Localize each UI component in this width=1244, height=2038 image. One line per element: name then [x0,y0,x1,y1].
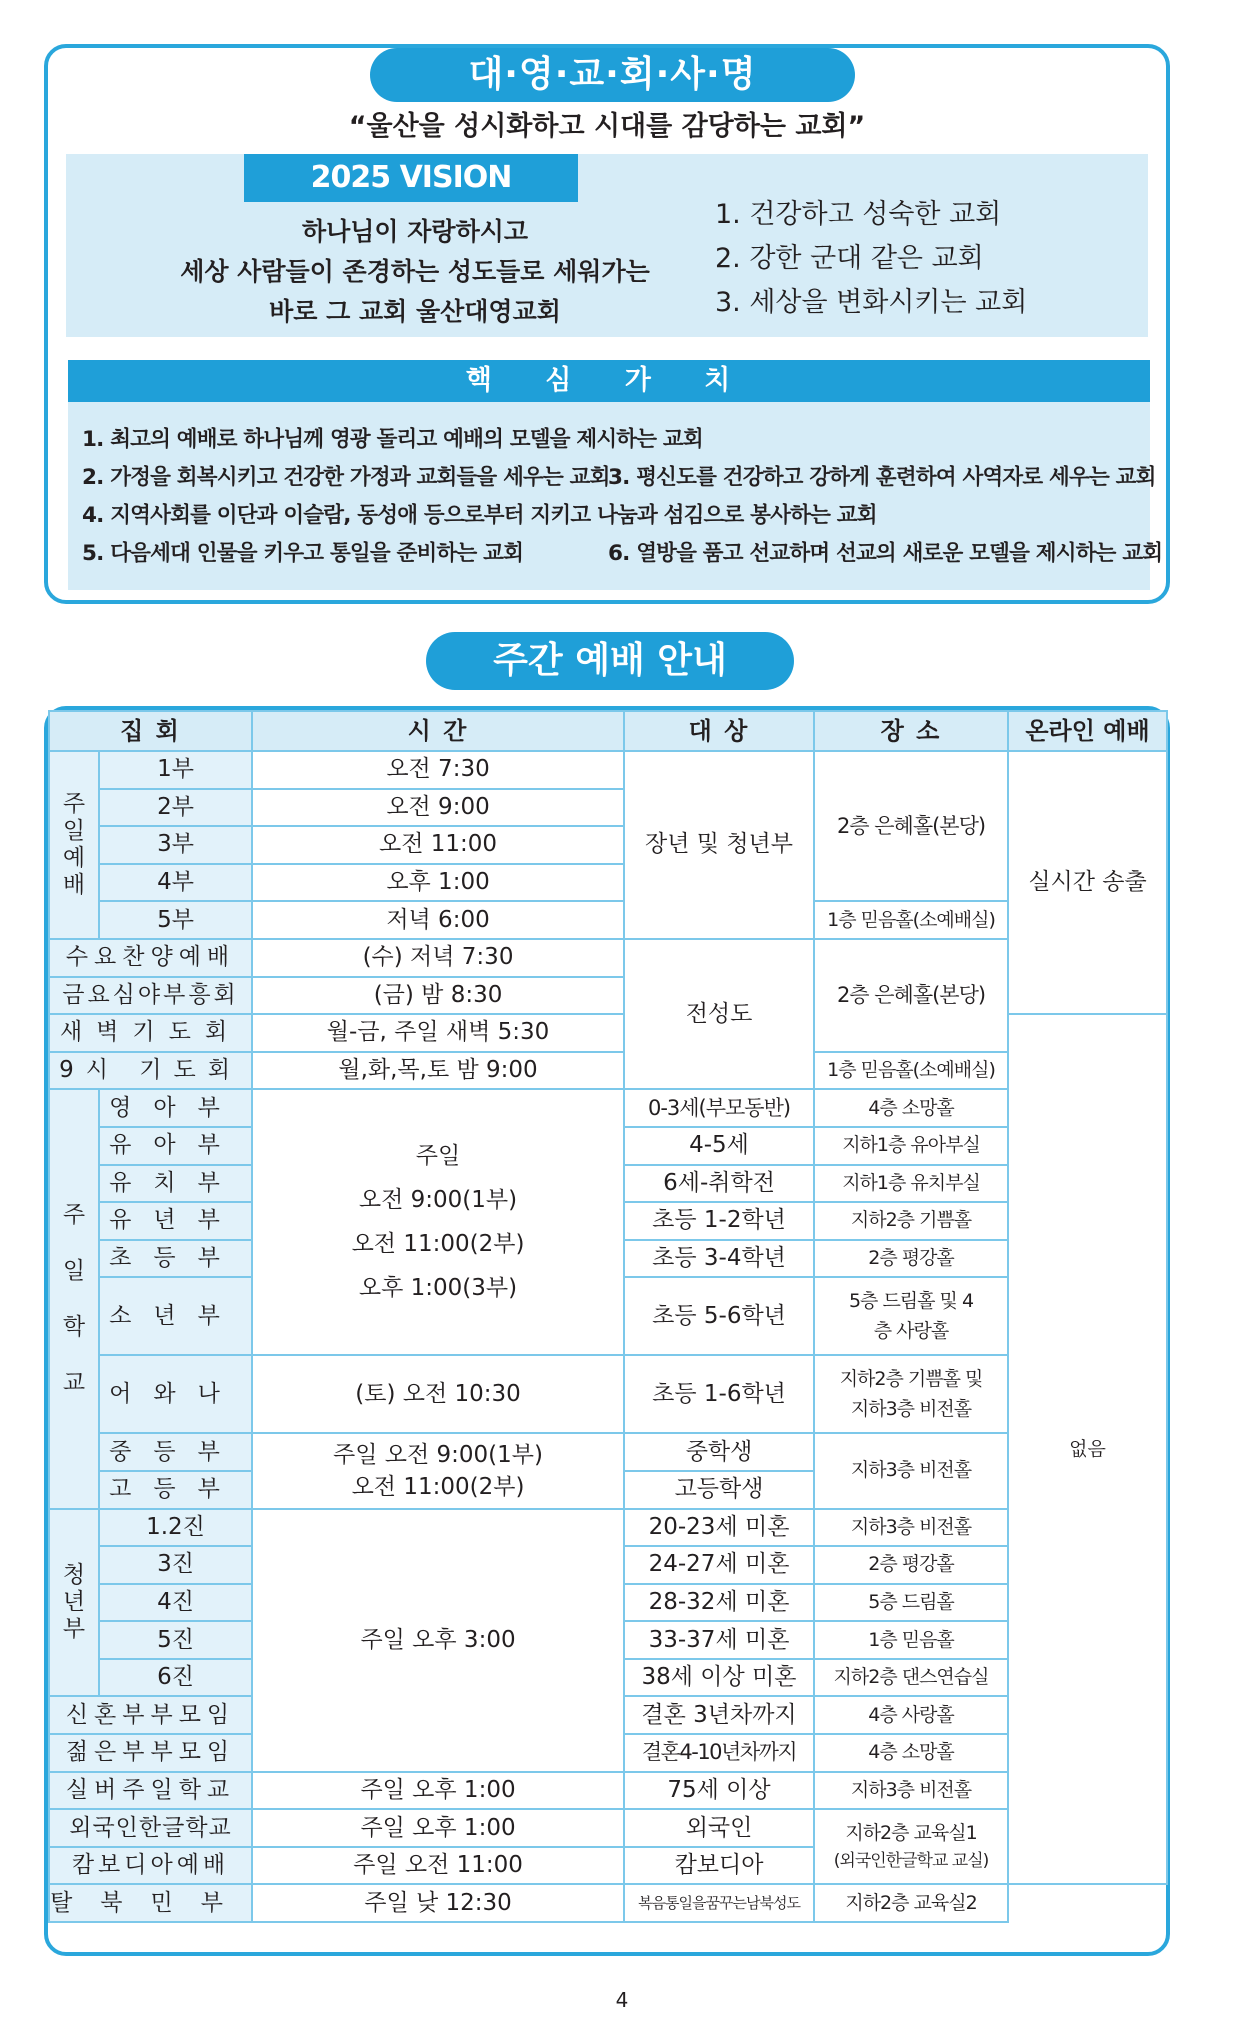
dept-target: 0-3세(부모동반) [624,1089,814,1127]
gathering-place: 지하3층 비전홀 [814,1772,1008,1810]
dept-name: 유치부 [99,1165,252,1203]
header-time: 시 간 [252,711,624,751]
table-row [49,1884,1167,1922]
dept-target: 4-5세 [624,1127,814,1165]
dept-place: 지하2층 기쁨홀 및 지하3층 비전홀 [814,1355,1008,1433]
table-row [49,901,1167,939]
table-row [49,1809,1167,1847]
dept-name: 중등부 [99,1433,252,1471]
core-values-title: 핵 심 가 치 [68,360,1150,402]
online-live: 실시간 송출 [1008,751,1167,1014]
group-sunday-school: 주 일 학 교 [49,1089,99,1508]
gathering-target: 외국인 [624,1809,814,1847]
youth-name: 5진 [99,1621,252,1659]
service-time: 저녁 6:00 [252,901,624,939]
gathering-time: 주일 오후 1:00 [252,1809,624,1847]
gathering-time: (수) 저녁 7:30 [252,939,624,977]
youth-name: 3진 [99,1546,252,1584]
sunday-place-main: 2층 은혜홀(본당) [814,751,1008,901]
school-time-line: 오전 11:00(2부) [351,1231,525,1258]
gathering-name: 캄보디아예배 [49,1847,252,1885]
vision-label: 2025 VISION [244,154,578,202]
school-time-line: 오전 9:00(1부) [358,1187,518,1214]
table-row [49,1355,1167,1433]
service-time: 오전 9:00 [252,789,624,827]
youth-place: 1층 믿음홀 [814,1621,1008,1659]
weekday-place-main: 2층 은혜홀(본당) [814,939,1008,1052]
dept-target: 중학생 [624,1433,814,1471]
youth-place: 지하2층 댄스연습실 [814,1659,1008,1697]
header-place: 장 소 [814,711,1008,751]
youth-place: 지하3층 비전홀 [814,1509,1008,1547]
vision-goals [715,193,1027,325]
dept-name: 유년부 [99,1202,252,1240]
dept-place: 지하2층 기쁨홀 [814,1202,1008,1240]
youth-target: 28-32세 미혼 [624,1584,814,1622]
gathering-time: 월-금, 주일 새벽 5:30 [252,1014,624,1052]
dept-target: 고등학생 [624,1471,814,1509]
online-none: 없음 [1008,1014,1167,1884]
gathering-time: 월,화,목,토 밤 9:00 [252,1052,624,1090]
dept-name: 소년부 [99,1277,252,1355]
gathering-name: 새벽기도회 [49,1014,252,1052]
church-motto: “울산을 성시화하고 시대를 감당하는 교회” [348,111,866,142]
dept-name: 고등부 [99,1471,252,1509]
gathering-target: 75세 이상 [624,1772,814,1810]
gathering-time: 주일 오후 1:00 [252,1772,624,1810]
dept-place: 지하1층 유아부실 [814,1127,1008,1165]
weekday-target: 전성도 [624,939,814,1089]
core-value: 4. 지역사회를 이단과 이슬람, 동성애 등으로부터 지키고 나눔과 섬김으로 봉사하는 교회 [82,503,877,528]
header-target: 대 상 [624,711,814,751]
foreign-place-line: (외국인한글학교 교실) [833,1850,989,1871]
service-name: 4부 [99,864,252,902]
youth-place: 4층 사랑홀 [814,1696,1008,1734]
goal-item: 2. 강한 군대 같은 교회 [715,243,984,274]
youth-name: 4진 [99,1584,252,1622]
sunday-place-5: 1층 믿음홀(소예배실) [814,901,1008,939]
dept-place: 4층 소망홀 [814,1089,1008,1127]
table-row [49,1433,1167,1471]
vision-statement [150,212,680,332]
service-name: 2부 [99,789,252,827]
core-value: 1. 최고의 예배로 하나님께 영광 돌리고 예배의 모델을 제시하는 교회 [82,427,703,452]
goal-item: 3. 세상을 변화시키는 교회 [715,287,1028,318]
worship-schedule-table [48,710,1168,1923]
page-number: 4 [615,1988,629,2012]
dept-target: 6세-취학전 [624,1165,814,1203]
group-sunday-worship: 주 일 예 배 [49,751,99,939]
service-name: 1부 [99,751,252,789]
gathering-name: 9시 기도회 [49,1052,252,1090]
gathering-target: 복음통일을꿈꾸는남북성도 [624,1884,814,1922]
dept-target: 초등 1-6학년 [624,1355,814,1433]
core-value: 3. 평신도를 건강하고 강하게 훈련하여 사역자로 세우는 교회 [608,465,1156,490]
dept-place: 2층 평강홀 [814,1240,1008,1278]
youth-name: 6진 [99,1659,252,1697]
school-time-line: 오후 1:00(3부) [358,1275,518,1302]
group-youth: 청 년 부 [49,1509,99,1697]
service-time: 오전 7:30 [252,751,624,789]
vision-line: 바로 그 교회 울산대영교회 [269,297,561,326]
table-row [49,1089,1167,1127]
youth-target: 38세 이상 미혼 [624,1659,814,1697]
dept-place: 지하1층 유치부실 [814,1165,1008,1203]
gathering-name: 실버주일학교 [49,1772,252,1810]
school-time-line: 주일 [415,1143,461,1170]
youth-name: 젊은부부모임 [49,1734,252,1772]
foreign-place [814,1809,1008,1884]
vision-line: 세상 사람들이 존경하는 성도들로 세워가는 [180,257,650,286]
dept-name: 영아부 [99,1089,252,1127]
youth-place: 2층 평강홀 [814,1546,1008,1584]
sunday-target: 장년 및 청년부 [624,751,814,939]
table-row [49,1772,1167,1810]
youth-target: 33-37세 미혼 [624,1621,814,1659]
goal-item: 1. 건강하고 성숙한 교회 [715,199,1002,230]
gathering-name: 외국인한글학교 [49,1809,252,1847]
youth-place: 5층 드림홀 [814,1584,1008,1622]
youth-name: 1.2진 [99,1509,252,1547]
dept-target: 초등 5-6학년 [624,1277,814,1355]
service-time: 오후 1:00 [252,864,624,902]
gathering-place: 지하2층 교육실2 [814,1884,1008,1922]
teen-time-line: 주일 오전 9:00(1부) [333,1441,543,1468]
gathering-time: 주일 낮 12:30 [252,1884,624,1922]
dept-place: 5층 드림홀 및 4층 사랑홀 [814,1277,1008,1355]
gathering-name: 탈북민부 [49,1884,252,1922]
table-row [49,939,1167,977]
awana-time: (토) 오전 10:30 [252,1355,624,1433]
youth-target: 20-23세 미혼 [624,1509,814,1547]
worship-title: 주간 예배 안내 [426,632,794,690]
youth-place: 4층 소망홀 [814,1734,1008,1772]
youth-target: 결혼4-10년차까지 [624,1734,814,1772]
youth-target: 24-27세 미혼 [624,1546,814,1584]
teen-time [252,1433,624,1508]
gathering-time: (금) 밤 8:30 [252,977,624,1015]
gathering-target: 캄보디아 [624,1847,814,1885]
gathering-name: 금요심야부흥회 [49,977,252,1015]
weekday-place-9: 1층 믿음홀(소예배실) [814,1052,1008,1090]
gathering-time: 주일 오전 11:00 [252,1847,624,1885]
gathering-name: 수요찬양예배 [49,939,252,977]
service-name: 5부 [99,901,252,939]
school-time [252,1089,624,1355]
service-name: 3부 [99,826,252,864]
core-value: 5. 다음세대 인물을 키우고 통일을 준비하는 교회 [82,541,524,566]
youth-time: 주일 오후 3:00 [252,1509,624,1772]
service-time: 오전 11:00 [252,826,624,864]
table-row [49,1509,1167,1547]
header-online: 온라인 예배 [1008,711,1167,751]
dept-name: 유아부 [99,1127,252,1165]
mission-title: 대·영·교·회·사·명 [370,48,855,102]
table-row [49,751,1167,789]
youth-target: 결혼 3년차까지 [624,1696,814,1734]
dept-target: 초등 3-4학년 [624,1240,814,1278]
dept-name: 초등부 [99,1240,252,1278]
teen-time-line: 오전 11:00(2부) [351,1473,525,1500]
dept-target: 초등 1-2학년 [624,1202,814,1240]
foreign-place-line: 지하2층 교육실1 [845,1821,977,1844]
teen-place: 지하3층 비전홀 [814,1433,1008,1508]
table-row [49,1052,1167,1090]
table-header-row [49,711,1167,751]
core-value: 2. 가정을 회복시키고 건강한 가정과 교회들을 세우는 교회 [82,465,610,490]
header-gathering: 집 회 [49,711,252,751]
vision-line: 하나님이 자랑하시고 [301,217,529,246]
dept-name: 어와나 [99,1355,252,1433]
youth-name: 신혼부부모임 [49,1696,252,1734]
core-value: 6. 열방을 품고 선교하며 선교의 새로운 모델을 제시하는 교회 [608,541,1163,566]
